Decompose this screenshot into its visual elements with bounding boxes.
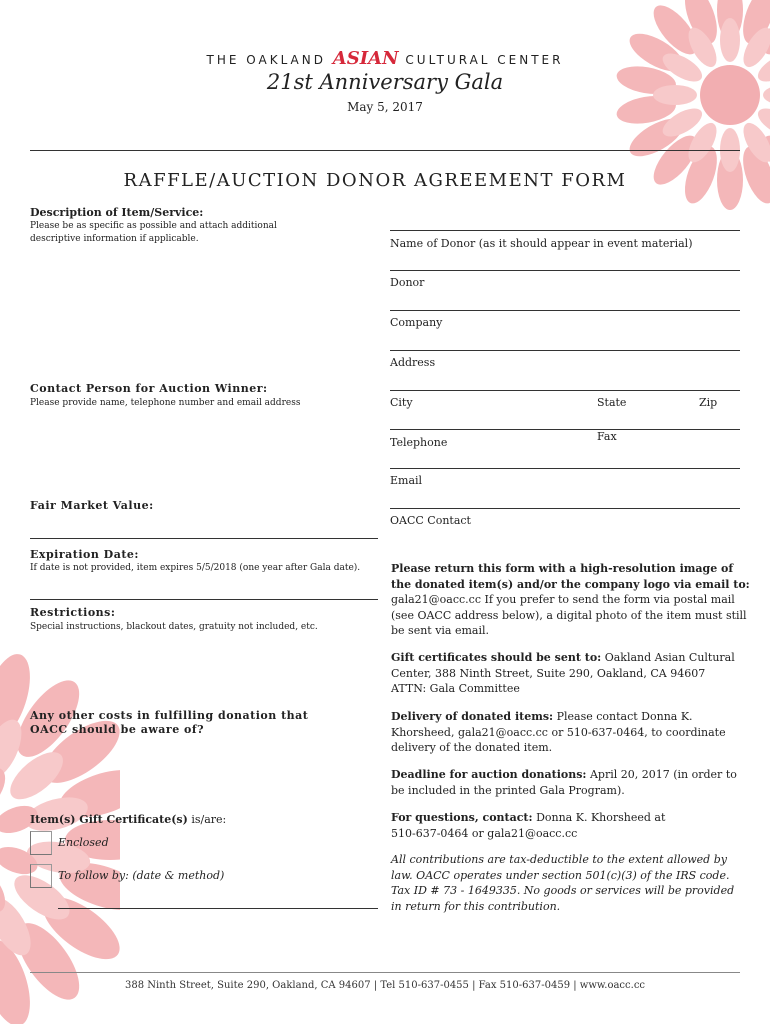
telephone-line[interactable] xyxy=(390,429,740,430)
delivery-instructions xyxy=(391,709,751,756)
name-of-donor-line[interactable] xyxy=(390,230,740,231)
flower-top-right-decoration xyxy=(600,0,770,230)
return-instructions xyxy=(391,561,751,639)
tax-statement xyxy=(391,852,751,914)
restrictions-note: Special instructions, blackout dates, gratuity not included, etc. xyxy=(30,622,318,632)
address-label: Address xyxy=(390,356,436,369)
tax-line-2: law. OACC operates under section 501(c)(3) of the IRS code. xyxy=(391,868,730,882)
expiration-note: If date is not provided, item expires 5/5/2018 (one year after Gala date). xyxy=(30,563,361,573)
city-line[interactable] xyxy=(390,390,740,391)
deadline-instructions xyxy=(391,767,751,798)
questions-bold: For questions, contact: xyxy=(391,811,533,824)
gift-cert-bold: Item(s) Gift Certificate(s) xyxy=(30,813,188,826)
oacc-contact-label: OACC Contact xyxy=(390,514,471,527)
org-header xyxy=(0,48,770,69)
footer-address: 388 Ninth Street, Suite 290, Oakland, CA 94607 | Tel 510-637-0455 | Fax 510-637-0459 | www.oacc.cc xyxy=(124,980,646,991)
zip-label: Zip xyxy=(699,396,718,409)
state-label: State xyxy=(597,396,627,409)
return-text-3: be sent via email. xyxy=(391,624,490,637)
follow-label: To follow by: (date & method) xyxy=(58,869,225,882)
deadline-text-2: be included in the printed Gala Program). xyxy=(391,783,625,797)
tax-line-4: in return for this contribution. xyxy=(391,899,561,913)
gift-text-1: Oakland Asian Cultural xyxy=(601,651,735,664)
delivery-text-2: Khorsheed, gala21@oacc.cc or 510-637-0464, to coordinate xyxy=(391,725,726,739)
contact-note: Please provide name, telephone number and email address xyxy=(30,398,301,408)
deadline-text-1: April 20, 2017 (in order to xyxy=(586,768,737,781)
company-label: Company xyxy=(390,316,443,329)
tax-line-1: All contributions are tax-deductible to the extent allowed by xyxy=(391,853,727,866)
donor-label: Donor xyxy=(390,276,425,289)
company-line[interactable] xyxy=(390,310,740,311)
fair-market-line[interactable] xyxy=(30,538,378,539)
header-divider xyxy=(30,150,740,151)
form-title: RAFFLE/AUCTION DONOR AGREEMENT FORM xyxy=(123,170,627,191)
questions-instructions xyxy=(391,810,751,841)
return-bold-2: the donated item(s) and/or the company logo via email to: xyxy=(391,577,750,591)
follow-checkbox[interactable] xyxy=(30,864,52,888)
name-of-donor-label: Name of Donor (as it should appear in event material) xyxy=(390,237,693,250)
description-note-2: descriptive information if applicable. xyxy=(30,234,199,244)
restrictions-heading: Restrictions: xyxy=(30,606,116,619)
follow-line[interactable] xyxy=(58,908,378,909)
return-text-1: gala21@oacc.cc If you prefer to send the form via postal mail xyxy=(391,593,735,606)
donor-line[interactable] xyxy=(390,270,740,271)
event-title: 21st Anniversary Gala xyxy=(266,70,504,94)
event-date: May 5, 2017 xyxy=(347,100,423,114)
expiration-line[interactable] xyxy=(30,599,378,600)
gift-bold: Gift certificates should be sent to: xyxy=(391,651,602,664)
city-label: City xyxy=(390,396,413,409)
gift-instructions xyxy=(391,650,751,697)
other-costs-heading-1: Any other costs in fulfilling donation that xyxy=(30,709,309,722)
return-bold-1: Please return this form with a high-resolution image of xyxy=(391,562,734,575)
delivery-text-3: delivery of the donated item. xyxy=(391,741,553,754)
description-note-1: Please be as specific as possible and attach additional xyxy=(30,221,277,231)
fax-label: Fax xyxy=(597,430,617,443)
footer-divider xyxy=(30,972,740,973)
delivery-text-1: Please contact Donna K. xyxy=(553,710,693,723)
expiration-heading: Expiration Date: xyxy=(30,548,139,561)
return-text-2: (see OACC address below), a digital photo of the item must still xyxy=(391,608,747,622)
org-name-left: THE OAKLAND xyxy=(206,53,326,67)
gift-cert-rest: is/are: xyxy=(187,813,227,826)
address-line[interactable] xyxy=(390,350,740,351)
telephone-label: Telephone xyxy=(390,436,448,449)
deadline-bold: Deadline for auction donations: xyxy=(391,768,587,781)
fair-market-heading: Fair Market Value: xyxy=(30,499,154,512)
gift-text-2: Center, 388 Ninth Street, Suite 290, Oakland, CA 94607 xyxy=(391,666,706,680)
org-name-right: CULTURAL CENTER xyxy=(405,53,564,67)
oacc-logo: ASIAN xyxy=(332,48,399,69)
gift-cert-heading xyxy=(30,813,226,826)
other-costs-heading-2: OACC should be aware of? xyxy=(30,723,205,736)
gift-text-3: ATTN: Gala Committee xyxy=(391,682,520,695)
enclosed-checkbox[interactable] xyxy=(30,831,52,855)
tax-line-3: Tax ID # 73 - 1649335. No goods or services will be provided xyxy=(391,884,735,897)
contact-heading: Contact Person for Auction Winner: xyxy=(30,382,268,395)
enclosed-label: Enclosed xyxy=(58,836,109,849)
oacc-contact-line[interactable] xyxy=(390,508,740,509)
email-line[interactable] xyxy=(390,468,740,469)
delivery-bold: Delivery of donated items: xyxy=(391,710,554,723)
questions-text-1: Donna K. Khorsheed at xyxy=(532,811,666,824)
description-heading: Description of Item/Service: xyxy=(30,206,204,219)
email-label: Email xyxy=(390,474,423,487)
questions-text-2: 510-637-0464 or gala21@oacc.cc xyxy=(391,826,578,840)
